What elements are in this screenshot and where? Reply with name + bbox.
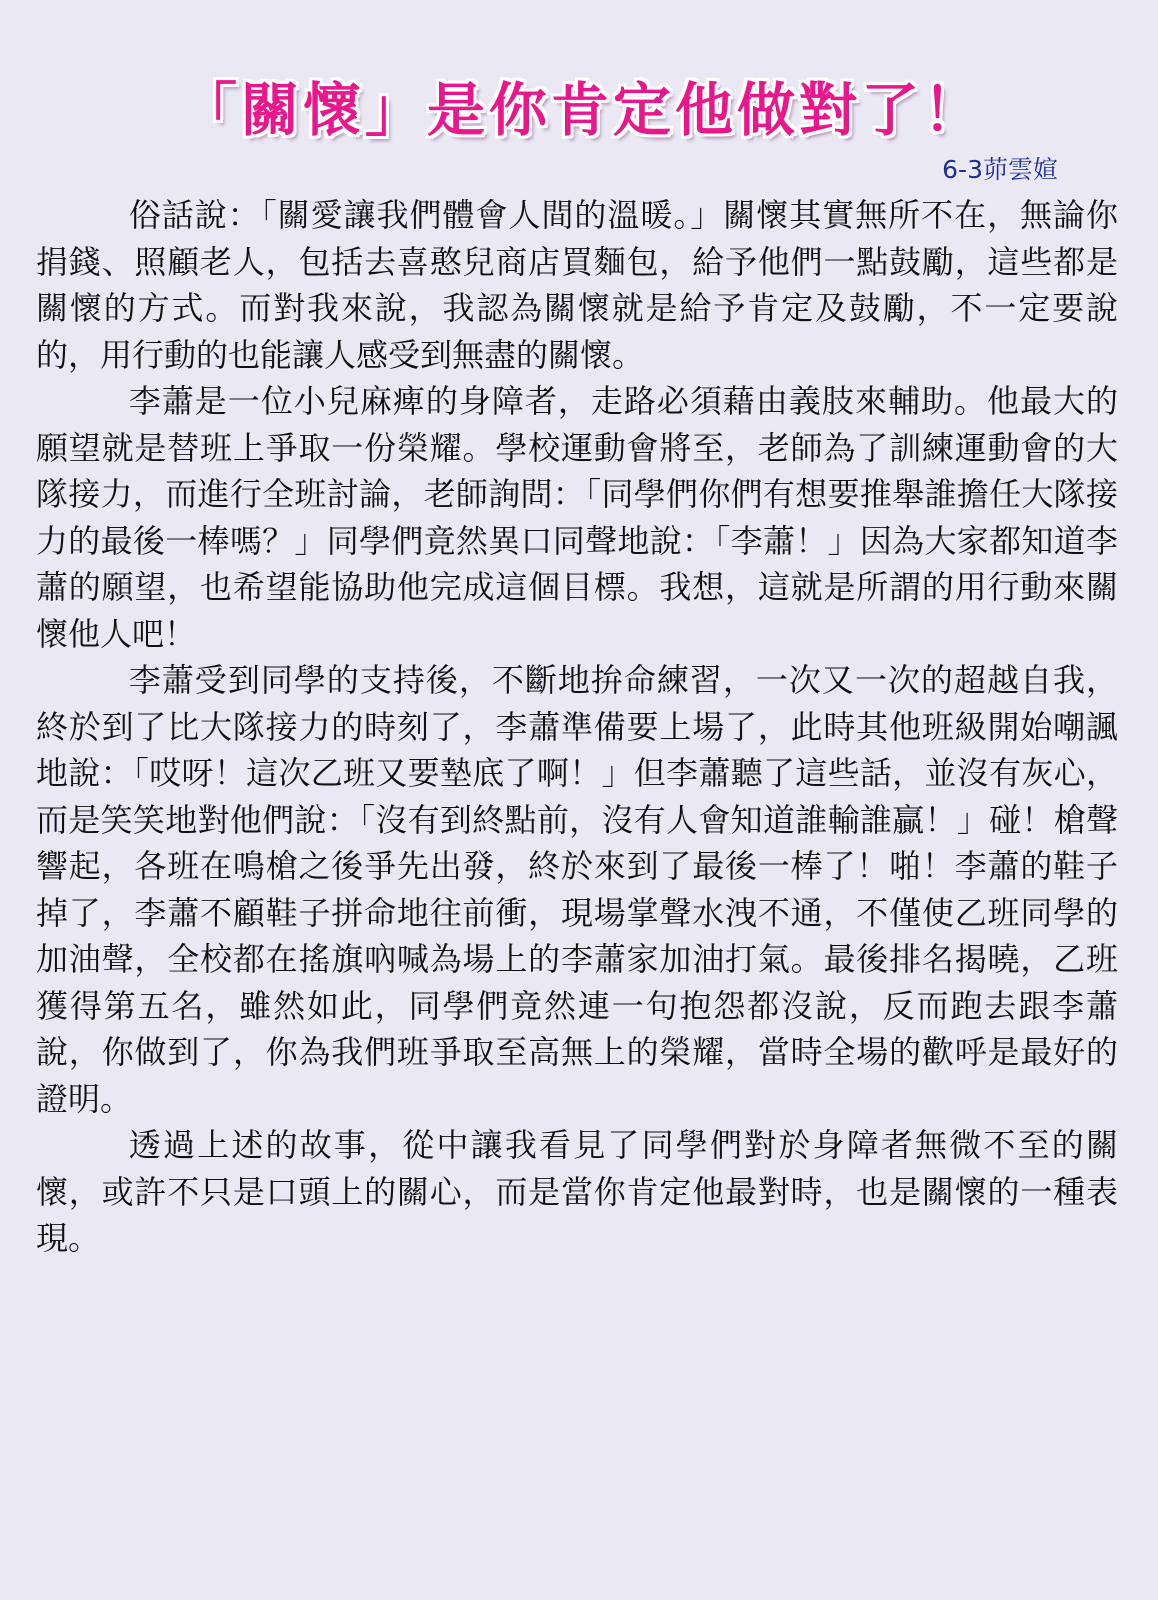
essay-body bbox=[36, 192, 1118, 1262]
essay-title: 「關懷」是你肯定他做對了！ bbox=[178, 76, 985, 144]
paragraph-4: 透過上述的故事，從中讓我看見了同學們對於身障者無微不至的關懷，或許不只是口頭上的關心，而是當你肯定他最對時，也是關懷的一種表現。 bbox=[36, 1126, 1118, 1257]
author-label: 6-3茆雲媗 bbox=[942, 155, 1058, 184]
paragraph-1: 俗話說：「關愛讓我們體會人間的溫暖。」關懷其實無所不在，無論你捐錢、照顧老人，包括去喜憨兒商店買麵包，給予他們一點鼓勵，這些都是關懷的方式。而對我來說，我認為關懷就是給予肯定及鼓勵，不一定要說的，用行動的也能讓人感受到無盡的關懷。 bbox=[36, 196, 1118, 374]
paragraph-3: 李蕭受到同學的支持後，不斷地拚命練習，一次又一次的超越自我，終於到了比大隊接力的時刻了，李蕭準備要上場了，此時其他班級開始嘲諷地說：「哎呀！這次乙班又要墊底了啊！」但李蕭聽了這些話，並沒有灰心，而是笑笑地對他們說：「沒有到終點前，沒有人會知道誰輸誰贏！」碰！槍聲響起，各班在鳴槍之後爭先出發，終於來到了最後一棒了！啪！李蕭的鞋子掉了，李蕭不顧鞋子拼命地往前衝，現場掌聲水洩不通，不僅使乙班同學的加油聲，全校都在搖旗吶喊為場上的李蕭家加油打氣。最後排名揭曉，乙班獲得第五名，雖然如此，同學們竟然連一句抱怨都沒說，反而跑去跟李蕭說，你做到了，你為我們班爭取至高無上的榮耀，當時全場的歡呼是最好的證明。 bbox=[36, 661, 1118, 1118]
paragraph-2: 李蕭是一位小兒麻痺的身障者，走路必須藉由義肢來輔助。他最大的願望就是替班上爭取一份榮耀。學校運動會將至，老師為了訓練運動會的大隊接力，而進行全班討論，老師詢問：「同學們你們有想要推舉誰擔任大隊接力的最後一棒嗎？」同學們竟然異口同聲地說：「李蕭！」因為大家都知道李蕭的願望，也希望能協助他完成這個目標。我想，這就是所謂的用行動來關懷他人吧！ bbox=[36, 382, 1118, 653]
